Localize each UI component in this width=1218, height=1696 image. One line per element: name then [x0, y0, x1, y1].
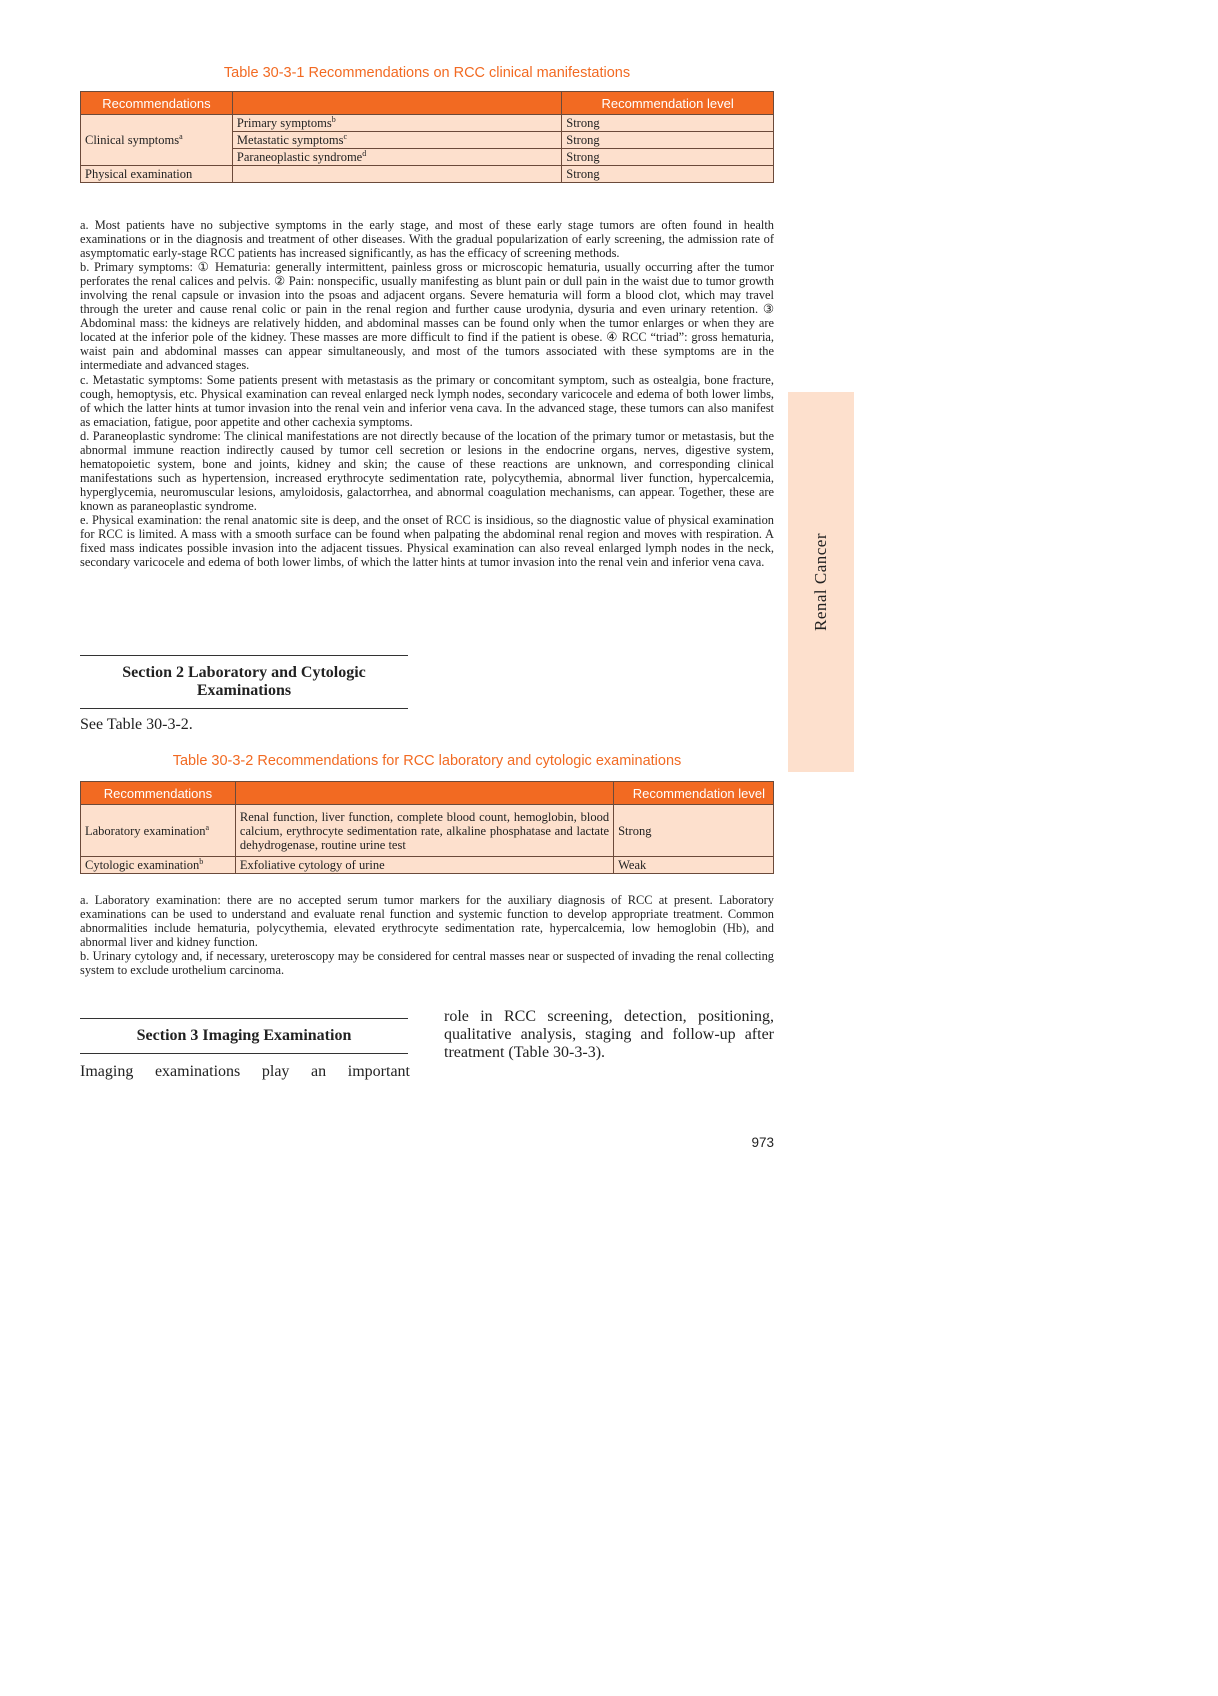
section3-heading [80, 1018, 408, 1054]
table2-header-row [81, 782, 774, 805]
section2-body: See Table 30-3-2. [80, 716, 193, 733]
table2-item: Renal function, liver function, complete blood count, hemoglobin, blood calcium, erythrocyte sedimentation rate, alkaline phosphatase and lactate dehydrogenase, routine urine test [235, 805, 613, 857]
table2-header-blank [235, 782, 613, 805]
table-row [81, 115, 774, 132]
note-d: d. Paraneoplastic syndrome: The clinical manifestations are not directly because of the location of the primary tumor or metastasis, but the abnormal immune reaction indirectly caused by tumor cell secretion or lesions in the endocrine organs, nerves, digestive system, hematopoietic system, bone and joints, kidney and skin; the cause of these reactions are unknown, and corresponding clinical manifestations such as hypertension, increased erythrocyte sedimentation rate, polycythemia, abnormal liver function, hypercalcemia, hyperglycemia, neuromuscular lesions, amyloidosis, galactorrhea, and abnormal coagulation mechanisms, can appear. Together, these are known as paraneoplastic syndrome. [80, 428, 774, 513]
table1-notes [80, 218, 774, 569]
section3-title: Section 3 Imaging Examination [136, 1027, 352, 1044]
section2-title-line2: Examinations [196, 682, 292, 699]
note-b: b. Primary symptoms: ① Hematuria: generally intermittent, painless gross or microscopic hematuria, usually occurring after the tumor perforates the renal calices and pelvis. ② Pain: nonspecific, usually manifesting as blunt pain or dull pain in the waist due to tumor growth involving the renal capsule or invasion into the psoas and adjacent organs. Severe hematuria will form a blood clot, which may travel through the ureter and cause renal colic or pain in the renal region and further cause urodynia, dysuria and even urinary retention. ③ Abdominal mass: the kidneys are relatively hidden, and abdominal masses can be found only when the tumor enlarges or when they are located at the inferior pole of the kidney. These masses are more difficult to find if the patient is obese. ④ RCC “triad”: gross hematuria, waist pain and abdominal masses can appear simultaneously, and most of the tumors associated with these symptoms are in the intermediate and advanced stages. [80, 260, 774, 373]
side-tab [788, 392, 854, 772]
table2-notes [80, 893, 774, 977]
note-e: e. Physical examination: the renal anatomic site is deep, and the onset of RCC is insidious, so the diagnostic value of physical examination for RCC is limited. A mass with a smooth surface can be found when palpating the abdominal renal region and moves with respiration. A fixed mass indicates possible invasion into the adjacent tissues. Physical examination can also reveal enlarged lymph nodes in the neck, secondary varicocele and edema of both lower limbs, of which the latter hints at tumor invasion into the renal vein and inferior vena cava. [80, 512, 774, 570]
table1 [80, 91, 774, 183]
table1-item: Paraneoplastic syndrome$^d$ [232, 149, 561, 166]
table1-level: Strong [562, 132, 774, 149]
table-row [81, 166, 774, 183]
section3-body-left: Imaging examinations play an important [80, 1063, 410, 1080]
table1-item: Metastatic symptoms$^c$ [232, 132, 561, 149]
table1-level: Strong [562, 115, 774, 132]
side-tab-label: Renal Cancer [811, 532, 830, 632]
table1-header-level: Recommendation level [562, 92, 774, 115]
table1-level: Strong [562, 149, 774, 166]
table2-header-recommendations: Recommendations [81, 782, 236, 805]
table2-item: Exfoliative cytology of urine [235, 857, 613, 874]
section2-heading [80, 655, 408, 709]
page-number: 973 [751, 1135, 774, 1150]
table2-title: Table 30-3-2 Recommendations for RCC laboratory and cytologic examinations [172, 753, 682, 769]
table1-title: Table 30-3-1 Recommendations on RCC clinical manifestations [223, 65, 631, 81]
table1-header-blank [232, 92, 561, 115]
table1-group-clinical-symptoms: Clinical symptoms$^a$ [81, 115, 233, 166]
note-b: b. Urinary cytology and, if necessary, ureteroscopy may be considered for central masses near or suspected of invading the renal collecting system to exclude urothelium carcinoma. [80, 949, 774, 978]
table1-level: Strong [562, 166, 774, 183]
table2 [80, 781, 774, 874]
section3-body-right: role in RCC screening, detection, positioning, qualitative analysis, staging and follow-up after treatment (Table 30-3-3). [444, 1008, 774, 1061]
table1-physical-label: Physical examination [81, 166, 233, 183]
table2-label: Laboratory examination$^a$ [81, 805, 236, 857]
table1-physical-item [232, 166, 561, 183]
table2-level: Strong [614, 805, 774, 857]
table2-level: Weak [614, 857, 774, 874]
note-c: c. Metastatic symptoms: Some patients present with metastasis as the primary or concomitant symptom, such as ostealgia, bone fracture, cough, hemoptysis, etc. Physical examination can reveal enlarged neck lymph nodes, secondary varicocele and edema of both lower limbs, of which the latter hints at tumor invasion into the renal vein and inferior vena cava. In the advanced stage, these tumors can also manifest as emaciation, fatigue, poor appetite and other cachexia symptoms. [80, 372, 774, 429]
table1-header-row [81, 92, 774, 115]
note-a: a. Most patients have no subjective symptoms in the early stage, and most of these early stage tumors are often found in health examinations or in the diagnosis and treatment of other diseases. With the gradual popularization of early screening, the admission rate of asymptomatic early-stage RCC patients has increased significantly, as has the efficacy of screening methods. [80, 218, 774, 261]
note-a: a. Laboratory examination: there are no accepted serum tumor markers for the auxiliary diagnosis of RCC at present. Laboratory examinations can be used to understand and evaluate renal function and systemic function to develop appropriate treatment. Common abnormalities include hematuria, polycythemia, elevated erythrocyte sedimentation rate, hypercalcemia, low hemoglobin (Hb), and abnormal liver and kidney function. [80, 893, 774, 950]
table1-item: Primary symptoms$^b$ [232, 115, 561, 132]
section2-title-line1: Section 2 Laboratory and Cytologic [122, 664, 366, 681]
table2-label: Cytologic examination$^b$ [81, 857, 236, 874]
table-row [81, 857, 774, 874]
table2-header-level: Recommendation level [614, 782, 774, 805]
table1-header-recommendations: Recommendations [81, 92, 233, 115]
table-row [81, 805, 774, 857]
